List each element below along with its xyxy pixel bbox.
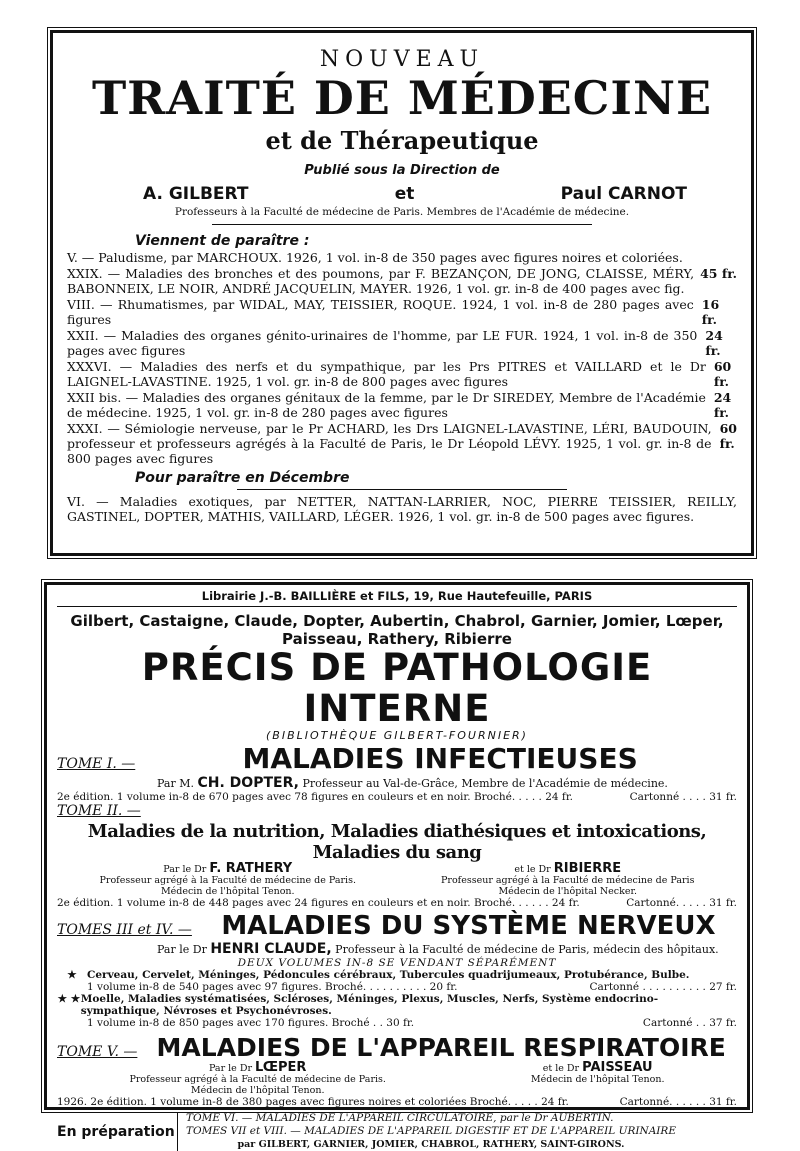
precis-advertisement (44, 582, 750, 1151)
en-preparation (57, 1112, 737, 1151)
librairie-line: Librairie J.-B. BAILLIÈRE et FILS, 19, Rue Hautefeuille, PARIS (57, 589, 737, 607)
vol-3-edition: 1 volume in-8 de 540 pages avec 97 figures. Broché. . . . . . . . . . 20 fr. Cartonné . . . . . . . . . . 27 fr. (87, 981, 737, 994)
heading-viennent: Viennent de paraître : (135, 233, 310, 250)
publie-line: Publié sous la Direction de (304, 163, 500, 179)
biblio-line: (BIBLIOTHÈQUE GILBERT-FOURNIER) (266, 729, 528, 743)
director-carnot: Paul CARNOT (560, 184, 687, 205)
directors (143, 184, 687, 204)
en-preparation-label: En préparation (57, 1123, 175, 1140)
volume-entry: V. — Paludisme, par MARCHOUX. 1926, 1 vol. in-8 de 350 pages avec figures noires et coloriées. (67, 250, 683, 266)
divider (212, 224, 592, 225)
tome-1-row (57, 742, 737, 775)
vol-3-subject: ★ Cerveau, Cervelet, Méninges, Pédoncules cérébraux, Tubercules quadrijumeaux, Protubérance, Bulbe. (57, 969, 737, 981)
tome-5-author-left: Par le Dr LŒPER Professeur agrégé à la Faculté de médecine de Paris. Médecin de l'hôpital Tenon. (129, 1060, 386, 1097)
director-gilbert: A. GILBERT (143, 184, 249, 205)
nouveau-label: NOUVEAU (319, 47, 485, 72)
tome-2-author-left: Par le Dr F. RATHERY Professeur agrégé à la Faculté de médecine de Paris. Médecin de l'hôpital Tenon. (99, 861, 356, 898)
double-star-icon: ★ ★ (57, 993, 81, 1006)
prep-line-2: TOMES VII et VIII. — MALADIES DE L'APPAREIL DIGESTIF ET DE L'APPAREIL URINAIRE (186, 1125, 676, 1138)
deux-volumes-line: DEUX VOLUMES IN-8 SE VENDANT SÉPARÉMENT (237, 957, 557, 970)
divider (237, 489, 567, 490)
traite-subtitle: et de Thérapeutique (265, 126, 539, 156)
professors-line: Professeurs à la Faculté de médecine de Paris. Membres de l'Académie de médecine. (174, 206, 630, 219)
tome-5-label: TOME V. — (57, 1044, 138, 1061)
tome-5-title: MALADIES DE L'APPAREIL RESPIRATOIRE (156, 1033, 726, 1063)
tome-34-label: TOMES III et IV. — (57, 922, 192, 939)
prep-line-3: par GILBERT, GARNIER, JOMIER, CHABROL, RATHERY, SAINT-GIRONS. (237, 1139, 625, 1151)
tome-2-row (57, 803, 737, 819)
heading-decembre: Pour paraître en Décembre (135, 470, 350, 487)
volume-entry: XXII. — Maladies des organes génito-urinaires de l'homme, par LE FUR. 1924, 1 vol. in-8 de 350 pages avec figures 24 fr. (67, 328, 723, 359)
tome-34-row (57, 911, 737, 941)
tome-5-row (57, 1033, 737, 1062)
en-preparation-list (177, 1112, 676, 1151)
volume-entry: XXXI. — Sémiologie nerveuse, par le Pr ACHARD, les Drs LAIGNEL-LAVASTINE, LÉRI, BAUDOUIN, professeur et professeurs agrégés à la Faculté de Paris, le Dr Léopold LÉVY. 1925, 1 vol. gr. in-8 de 800 pages avec figures 60 fr. (67, 421, 737, 467)
tome-2-authors (57, 863, 737, 897)
tome-1-title: MALADIES INFECTIEUSES (242, 742, 638, 776)
tome-2-label: TOME II. — (57, 803, 141, 820)
tome-2-edition: 2e édition. 1 volume in-8 de 448 pages avec 24 figures en couleurs et en noir. Broché. . . . . . 24 fr. Cartonné. . . . . 31 fr. (57, 897, 737, 910)
tome-2-author-right: et le Dr RIBIERRE Professeur agrégé à la Faculté de médecine de Paris Médecin de l'hôpital Necker. (441, 861, 695, 898)
traite-title: TRAITÉ DE MÉDECINE (91, 71, 713, 125)
tome-34-author: Par le Dr HENRI CLAUDE, Professeur à la Faculté de médecine de Paris, médecin des hôpitaux. (157, 941, 719, 958)
vol-4-edition: 1 volume in-8 de 850 pages avec 170 figures. Broché . . 30 fr. Cartonné . . 37 fr. (87, 1017, 737, 1030)
tome-5-author-right: et le Dr PAISSEAU Médecin de l'hôpital Tenon. (530, 1060, 665, 1086)
volume-entry-vi: VI. — Maladies exotiques, par NETTER, NATTAN-LARRIER, NOC, PIERRE TEISSIER, REILLY, GASTINEL, DOPTER, MATHIS, VAILLARD, LÉGER. 1926, 1 vol. gr. in-8 de 500 pages avec figures. (67, 494, 737, 525)
tome-1-label: TOME I. — (57, 756, 136, 773)
volume-entry: XXII bis. — Maladies des organes génitaux de la femme, par le Dr SIREDEY, Membre de l'Académie de médecine. 1925, 1 vol. gr. in-8 de 280 pages avec figures 24 fr. (67, 390, 732, 421)
director-et: et (394, 184, 415, 205)
traite-advertisement (50, 30, 754, 556)
volume-entry: XXIX. — Maladies des bronches et des poumons, par F. BEZANÇON, DE JONG, CLAISSE, MÉRY, BABONNEIX, LE NOIR, ANDRÉ JACQUELIN, MAYER. 1926, 1 vol. gr. in-8 de 400 pages avec fig. 45 fr. (67, 266, 737, 297)
volume-entry: VIII. — Rhumatismes, par WIDAL, MAY, TEISSIER, ROQUE. 1924, 1 vol. in-8 de 280 pages avec figures 16 fr. (67, 297, 720, 328)
star-icon: ★ (67, 969, 77, 982)
prep-line-1: TOME VI. — MALADIES DE L'APPAREIL CIRCULATOIRE, par le Dr AUBERTIN. (186, 1112, 614, 1125)
tome-5-authors (57, 1062, 737, 1096)
tome-2-title: Maladies de la nutrition, Maladies diathésiques et intoxications, Maladies du sang (87, 821, 707, 864)
authors-line: Gilbert, Castaigne, Claude, Dopter, Aubertin, Chabrol, Garnier, Jomier, Lœper, Paisseau, Rathery, Ribierre (70, 612, 724, 648)
tome-1-edition: 2e édition. 1 volume in-8 de 670 pages avec 78 figures en couleurs et en noir. Broché. . . . . 24 fr. Cartonné . . . . 31 fr. (57, 791, 737, 804)
precis-title: PRÉCIS DE PATHOLOGIE INTERNE (141, 646, 653, 730)
volume-entry: XXXVI. — Maladies des nerfs et du sympathique, par les Prs PITRES et VAILLARD et le Dr LAIGNEL-LAVASTINE. 1925, 1 vol. gr. in-8 de 800 pages avec figures 60 fr. (67, 359, 732, 390)
tome-1-author: Par M. CH. DOPTER, Professeur au Val-de-Grâce, Membre de l'Académie de médecine. (157, 775, 668, 792)
tome-5-edition: 1926. 2e édition. 1 volume in-8 de 380 pages avec figures noires et coloriées Broché. . . . . 24 fr. Cartonné. . . . . . 31 fr. (57, 1096, 737, 1109)
tome-34-title: MALADIES DU SYSTÈME NERVEUX (221, 911, 716, 942)
vol-4-subject: ★ ★ Moelle, Maladies systématisées, Scléroses, Méninges, Plexus, Muscles, Nerfs, Système endocrino-sympathique, Névroses et Psychonévroses. (57, 993, 659, 1018)
